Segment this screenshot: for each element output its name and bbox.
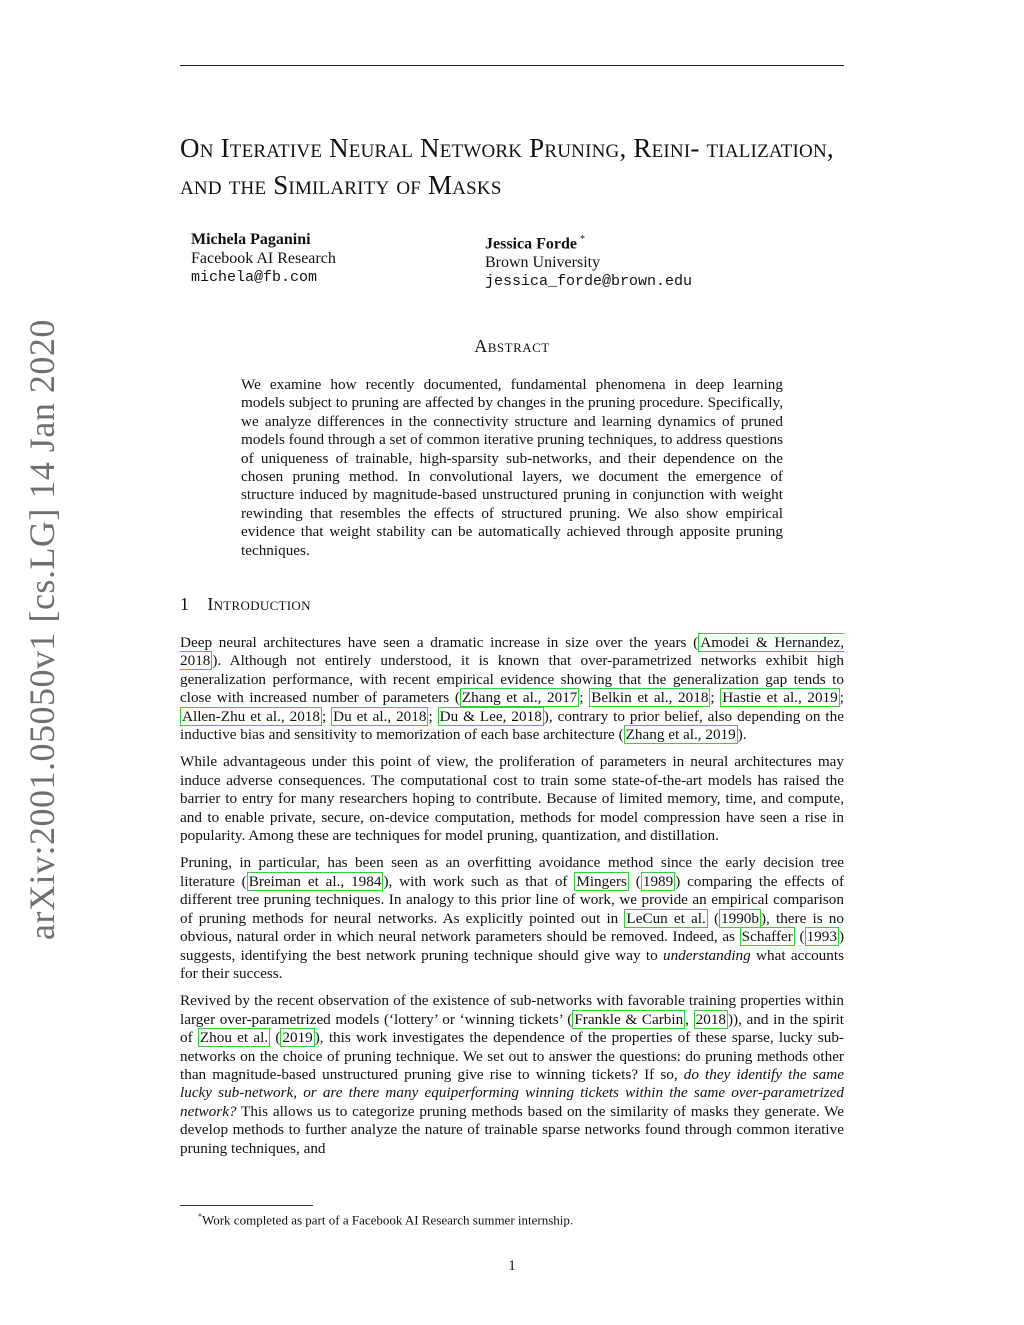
citation-link[interactable]: Zhang et al., 2017: [461, 689, 578, 707]
citation-link[interactable]: Amodei & Hernandez, 2018: [180, 634, 844, 670]
citation-link[interactable]: Hastie et al., 2019: [722, 689, 838, 707]
author-name: Jessica Forde *: [485, 234, 585, 253]
body-text: [180, 634, 844, 1167]
citation-link[interactable]: 1990b: [721, 909, 759, 927]
author-email[interactable]: michela@fb.com: [191, 269, 318, 286]
paragraph: While advantageous under this point of view, the proliferation of parameters in neural architectures may induce adverse consequences. The computational cost to train some state-of-the-art models has raised the barrier to entry for many researchers hoping to contribute. Because of limited memory, time, and compute, and to enable private, secure, on-device computation, methods for model compression have seen a rise in popularity. Among these are techniques for model pruning, quantization, and distillation.: [180, 753, 844, 845]
footnote-text: Work completed as part of a Facebook AI Research summer internship.: [202, 1212, 574, 1228]
citation-link[interactable]: 2019: [282, 1029, 313, 1047]
page-number: 1: [508, 1258, 516, 1274]
author-affiliation: Brown University: [485, 254, 601, 272]
footnote-marker: *: [198, 1212, 202, 1221]
citation-link[interactable]: 1989: [642, 872, 674, 890]
author-block: [191, 230, 336, 287]
section-number: 1: [180, 594, 190, 614]
abstract-text: We examine how recently documented, fundamental phenomena in deep learning models subject to pruning are affected by changes in the pruning procedure. Specifically, we analyze differences in the connectivity structure and learning dynamics of pruned models found through a set of common iterative pruning techniques, to address questions of uniqueness of trainable, high-sparsity sub-networks, and their dependence on the chosen pruning method. In convolutional layers, we document the emergence of structure induced by magnitude-based unstructured pruning in conjunction with weight rewinding that resembles the effects of structured pruning. We also show empirical evidence that weight stability can be automatically achieved through apposite pruning techniques.: [241, 376, 784, 559]
author-name: Michela Paganini: [191, 231, 311, 248]
citation-link[interactable]: 1993: [806, 928, 837, 946]
paragraph: Revived by the recent observation of the existence of sub-networks with favorable training properties within larger over-parametrized models (‘lottery’ or ‘winning tickets’ ( Frankle & Carbin , 2018 )), and in the spirit of Zhou et al. ( 2019 ), this work investigates the dependence of the properties of these sparse, lucky sub-networks on the choice of pruning technique. We set out to answer the questions: do pruning methods other than magnitude-based unstructured pruning give rise to winning tickets? If so, do they identify the same lucky sub-network, or are there many equiperforming winning tickets within the same over-parametrized network? This allows us to categorize pruning methods based on the similarity of masks they generate. We develop methods to further analyze the nature of trainable sparse networks found through common iterative pruning techniques, and: [180, 992, 845, 1157]
author-email[interactable]: jessica_forde@brown.edu: [485, 273, 693, 291]
citation-link[interactable]: Du et al., 2018: [333, 707, 427, 725]
citation-link[interactable]: Allen-Zhu et al., 2018: [182, 707, 320, 725]
citation-link[interactable]: Du & Lee, 2018: [439, 707, 542, 725]
paragraph: Pruning, in particular, has been seen as an overfitting avoidance method since the early decision tree literature ( Breiman et al., 1984 ), with work such as that of Mingers ( 1989 ) comparing the effects of different tree pruning techniques. In analogy to this prior line of work, we provide an empirical comparison of pruning methods for neural networks. As explicitly pointed out in LeCun et al. ( 1990b ), there is no obvious, natural order in which neural network parameters should be removed. Indeed, as Schaffer ( 1993 ) suggests, identifying the best network pruning technique should give way to understanding what accounts for their success.: [180, 854, 845, 982]
section-title: Introduction: [207, 594, 311, 614]
citation-link[interactable]: Belkin et al., 2018: [591, 689, 709, 707]
emphasis: understanding: [662, 946, 751, 964]
emphasis: do they identify the same lucky sub-network, or are there many equiperforming winning tickets within the same over-parametrized network?: [180, 1065, 844, 1120]
section-heading: [180, 594, 311, 615]
footnote-marker: *: [579, 234, 585, 245]
citation-link[interactable]: Schaffer: [741, 928, 793, 946]
citation-link[interactable]: 2018: [695, 1010, 726, 1028]
arxiv-identifier: arXiv:2001.05050v1 [cs.LG] 14 Jan 2020: [22, 319, 62, 940]
citation-link[interactable]: Mingers: [576, 872, 627, 890]
paper-title: On Iterative Neural Network Pruning, Reini- tialization, and the Similarity of Masks: [180, 133, 834, 200]
paragraph: Deep neural architectures have seen a dramatic increase in size over the years ( Amodei & Hernandez, 2018 ). Although not entirely understood, it is known that over-parametrized networks exhibit high generalization performance, with recent empirical evidence showing that the generalization gap tends to close with increased number of parameters ( Zhang et al., 2017 ; Belkin et al., 2018 ; Hastie et al., 2019 ; Allen-Zhu et al., 2018 ; Du et al., 2018 ; Du & Lee, 2018 ), contrary to prior belief, also depending on the inductive bias and sensitivity to memorization of each base architecture ( Zhang et al., 2019 ).: [180, 634, 844, 744]
citation-link[interactable]: LeCun et al.: [626, 909, 706, 927]
top-rule: [180, 65, 844, 66]
citation-link[interactable]: Zhang et al., 2019: [625, 726, 736, 744]
citation-link[interactable]: Frankle & Carbin: [574, 1010, 684, 1028]
citation-link[interactable]: Zhou et al.: [199, 1029, 269, 1047]
footnote: [198, 1209, 573, 1228]
abstract-heading: Abstract: [474, 336, 550, 356]
citation-link[interactable]: Breiman et al., 1984: [248, 872, 382, 890]
author-affiliation: Facebook AI Research: [191, 250, 336, 267]
footnote-rule: [180, 1205, 313, 1206]
author-block: [485, 230, 692, 291]
